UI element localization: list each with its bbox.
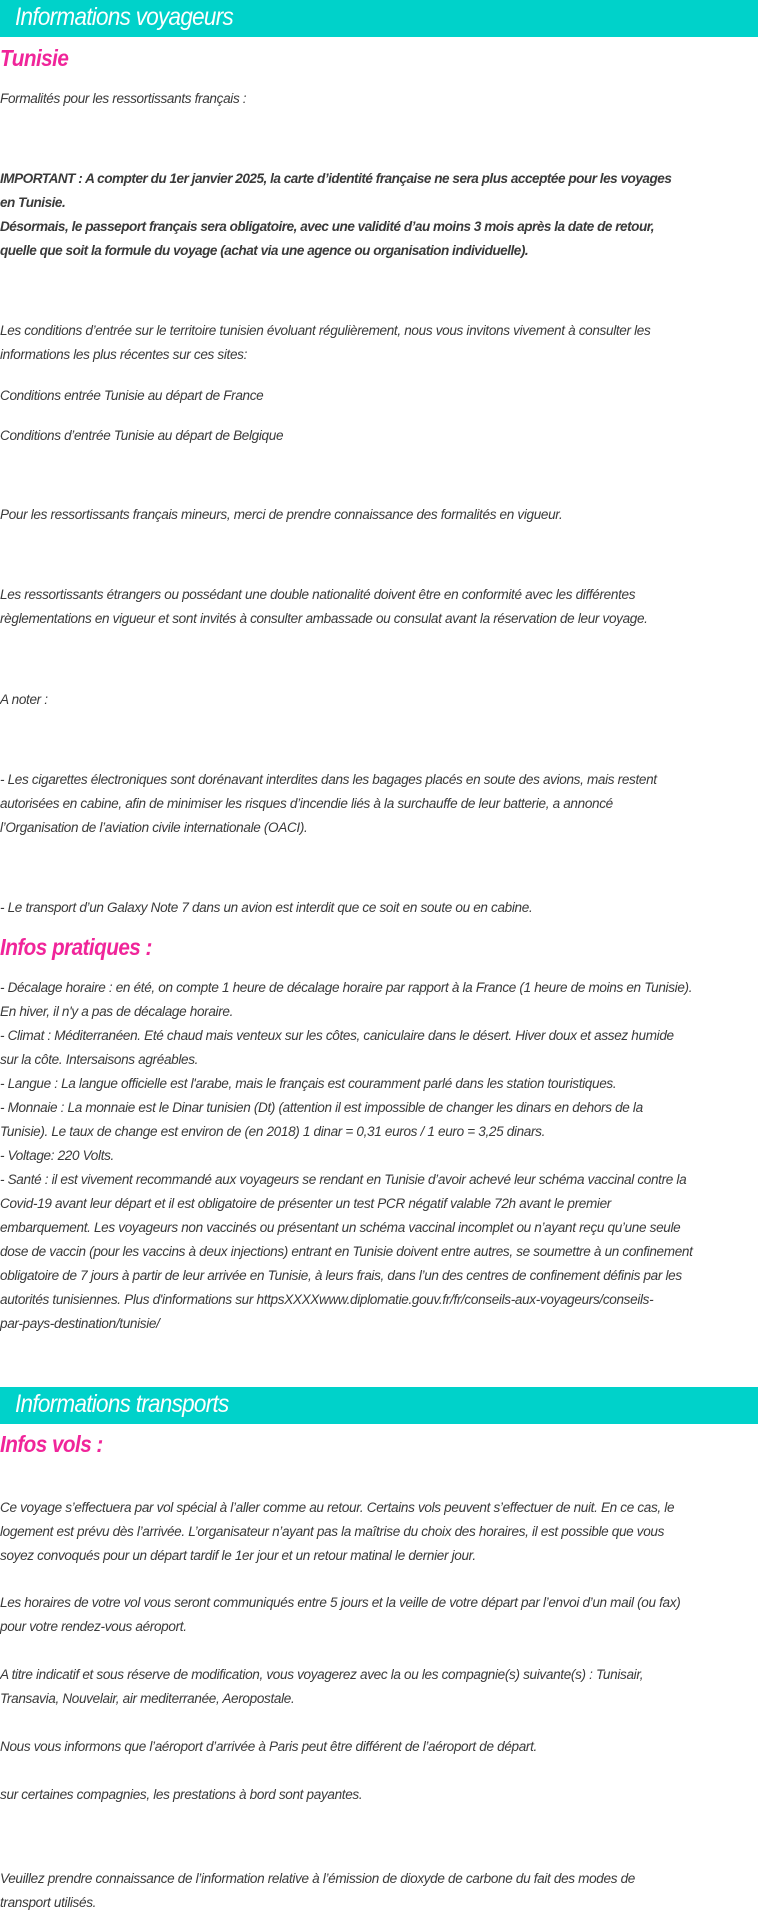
text-line: Les conditions d’entrée sur le territoire tunisien évoluant régulièrement, nous vous invitons vivement à consulter les [0, 323, 651, 339]
text-line: - Le transport d’un Galaxy Note 7 dans un avion est interdit que ce soit en soute ou en cabine. [0, 900, 533, 916]
text-line: sur certaines compagnies, les prestations à bord sont payantes. [0, 1787, 363, 1803]
text-line: règlementations en vigueur et sont invités à consulter ambassade ou consulat avant la réservation de leur voyage. [0, 611, 648, 627]
text-line: Pour les ressortissants français mineurs, merci de prendre connaissance des formalités en vigueur. [0, 507, 563, 523]
conditions-paragraph [0, 319, 754, 367]
vols-paragraph-2 [0, 1591, 754, 1639]
text-line: obligatoire de 7 jours à partir de leur arrivée en Tunisie, à leurs frais, dans l’un des centres de confinement définis par les [0, 1268, 682, 1284]
country-heading: Tunisie [0, 45, 69, 71]
text-line: Veuillez prendre connaissance de l’information relative à l’émission de dioxyde de carbone du fait des modes de [0, 1871, 635, 1887]
infos-vols-heading: Infos vols : [0, 1431, 103, 1457]
text-line: pour votre rendez-vous aéroport. [0, 1619, 187, 1635]
vols-paragraph-5 [0, 1783, 754, 1807]
text-line: A titre indicatif et sous réserve de modification, vous voyagerez avec la ou les compagnie(s) suivante(s) : Tunisair, [0, 1667, 644, 1683]
cigarettes-paragraph [0, 768, 754, 840]
text-line: logement est prévu dès l’arrivée. L’organisateur n’ayant pas la maîtrise du choix des horaires, il est possible que vous [0, 1524, 665, 1540]
section-header-transports [0, 1387, 758, 1424]
vols-paragraph-1 [0, 1496, 754, 1568]
text-line: - Monnaie : La monnaie est le Dinar tunisien (Dt) (attention il est impossible de changer les dinars en dehors de la [0, 1100, 643, 1116]
text-line: Les horaires de votre vol vous seront communiqués entre 5 jours et la veille de votre départ par l’envoi d’un mail (ou fax) [0, 1595, 681, 1611]
text-line: - Santé : il est vivement recommandé aux voyageurs se rendant en Tunisie d’avoir achevé leur schéma vaccinal contre la [0, 1172, 687, 1188]
text-line: En hiver, il n'y a pas de décalage horaire. [0, 1004, 234, 1020]
vols-paragraph-6 [0, 1867, 754, 1915]
text-line: autorités tunisiennes. Plus d'informations sur httpsXXXXwww.diplomatie.gouv.fr/fr/conseils-aux-voyageurs/conseils- [0, 1292, 654, 1308]
text-line: sur la côte. Intersaisons agréables. [0, 1052, 199, 1068]
text-line: Tunisie). Le taux de change est environ de (en 2018) 1 dinar = 0,31 euros / 1 euro = 3,25 dinars. [0, 1124, 546, 1140]
a-noter-label [0, 688, 754, 712]
mineurs-paragraph [0, 503, 754, 527]
text-line: - Les cigarettes électroniques sont dorénavant interdites dans les bagages placés en soute des avions, mais restent [0, 772, 657, 788]
text-line: quelle que soit la formule du voyage (achat via une agence ou organisation individuelle). [0, 243, 529, 259]
text-line: soyez convoqués pour un départ tardif le 1er jour et un retour matinal le dernier jour. [0, 1548, 476, 1564]
text-line: Covid-19 avant leur départ et il est obligatoire de présenter un test PCR négatif valable 72h avant le premier [0, 1196, 611, 1212]
text-line: Les ressortissants étrangers ou possédant une double nationalité doivent être en conformité avec les différentes [0, 587, 636, 603]
text-line: embarquement. Les voyageurs non vaccinés ou présentant un schéma vaccinal incomplet ou n’ayant reçu qu’une seule [0, 1220, 681, 1236]
important-notice [0, 167, 754, 263]
text-line: A noter : [0, 692, 48, 708]
text-line: Nous vous informons que l’aéroport d’arrivée à Paris peut être différent de l’aéroport de départ. [0, 1739, 537, 1755]
formalites-intro [0, 87, 754, 111]
text-line: - Climat : Méditerranéen. Eté chaud mais venteux sur les côtes, caniculaire dans le désert. Hiver doux et assez humide [0, 1028, 674, 1044]
text-line: l’Organisation de l’aviation civile internationale (OACI). [0, 820, 308, 836]
infos-pratiques-list [0, 976, 754, 1336]
text-line: autorisées en cabine, afin de minimiser les risques d’incendie liés à la surchauffe de leur batterie, a annoncé [0, 796, 613, 812]
galaxy-paragraph [0, 896, 754, 920]
link-conditions-france[interactable] [0, 384, 754, 408]
link-conditions-belgique[interactable] [0, 424, 754, 448]
text-line: transport utilisés. [0, 1895, 97, 1911]
infos-pratiques-heading: Infos pratiques : [0, 934, 152, 960]
etrangers-paragraph [0, 583, 754, 631]
vols-paragraph-3 [0, 1663, 754, 1711]
text-line: - Voltage: 220 Volts. [0, 1148, 115, 1164]
link-text[interactable]: Conditions d’entrée Tunisie au départ de Belgique [0, 428, 284, 444]
text-line: - Décalage horaire : en été, on compte 1 heure de décalage horaire par rapport à la France (1 heure de moins en Tunisie). [0, 980, 693, 996]
text-line: informations les plus récentes sur ces sites: [0, 347, 248, 363]
link-text[interactable]: Conditions entrée Tunisie au départ de France [0, 388, 264, 404]
text-line: dose de vaccin (pour les vaccins à deux injections) entrant en Tunisie doivent entre autres, se soumettre à un confinement [0, 1244, 693, 1260]
text-line: Désormais, le passeport français sera obligatoire, avec une validité d’au moins 3 mois après la date de retour, [0, 219, 655, 235]
section-title: Informations transports [15, 1390, 229, 1418]
text-line: en Tunisie. [0, 195, 66, 211]
text-line: par-pays-destination/tunisie/ [0, 1316, 160, 1332]
text-line: - Langue : La langue officielle est l'arabe, mais le français est couramment parlé dans les station touristiques. [0, 1076, 617, 1092]
text-line: Ce voyage s’effectuera par vol spécial à l’aller comme au retour. Certains vols peuvent s’effectuer de nuit. En ce cas, le [0, 1500, 675, 1516]
text-line: Formalités pour les ressortissants français : [0, 91, 247, 107]
section-title: Informations voyageurs [15, 3, 234, 31]
vols-paragraph-4 [0, 1735, 754, 1759]
text-line: Transavia, Nouvelair, air mediterranée, Aeropostale. [0, 1691, 295, 1707]
section-header-voyageurs [0, 0, 758, 37]
text-line: IMPORTANT : A compter du 1er janvier 2025, la carte d’identité française ne sera plus acceptée pour les voyages [0, 171, 672, 187]
